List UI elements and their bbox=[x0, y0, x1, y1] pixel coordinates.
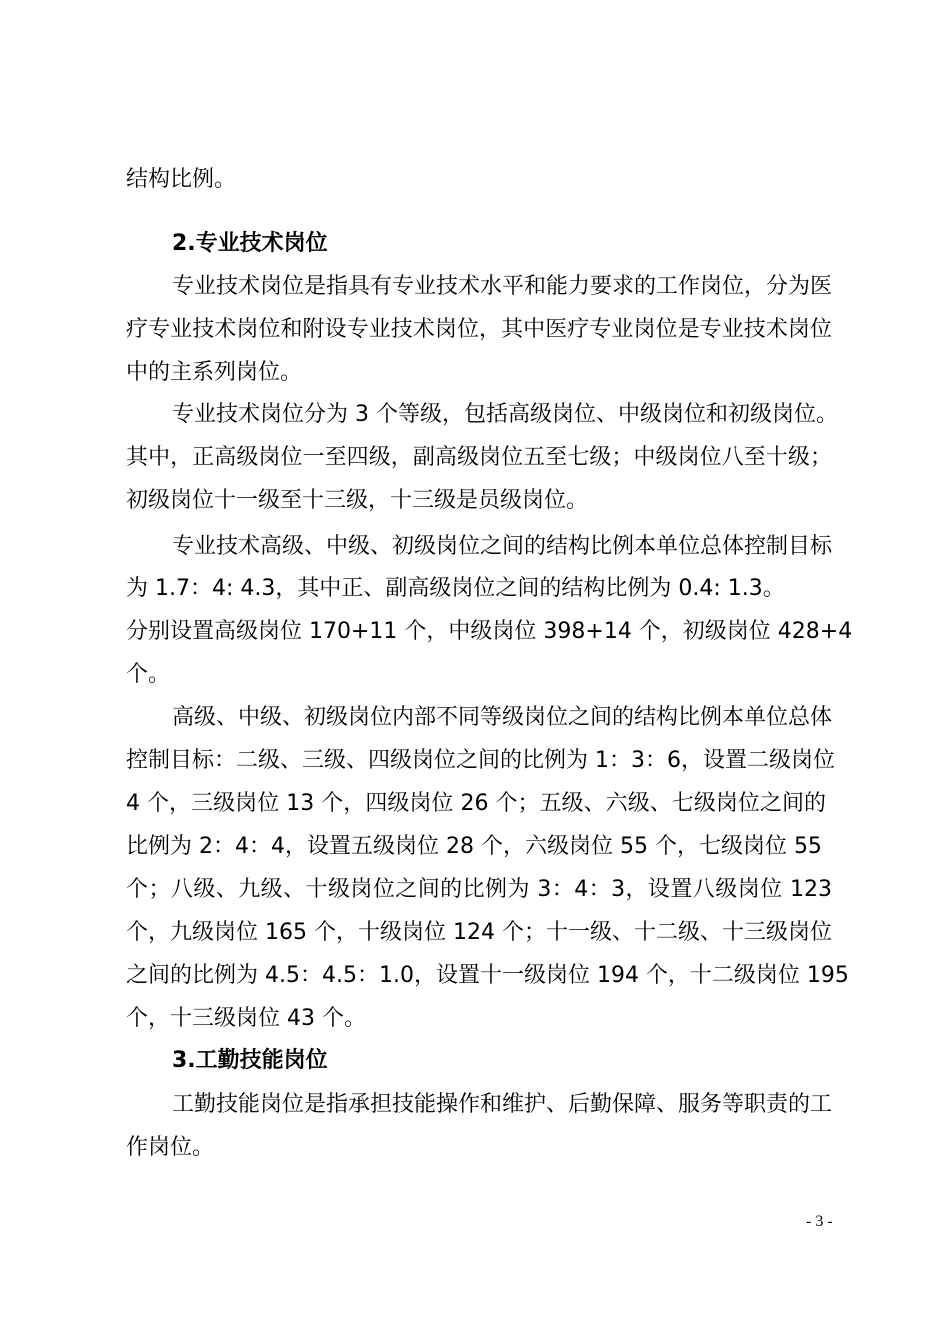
paragraph-line: 高级、中级、初级岗位内部不同等级岗位之间的结构比例本单位总体 bbox=[172, 705, 833, 730]
paragraph-line: 4 个，三级岗位 13 个，四级岗位 26 个；五级、六级、七级岗位之间的 bbox=[126, 791, 826, 816]
continuation-text: 结构比例。 bbox=[126, 167, 237, 192]
paragraph-line: 疗专业技术岗位和附设专业技术岗位，其中医疗专业岗位是专业技术岗位 bbox=[126, 317, 832, 342]
paragraph-line: 控制目标：二级、三级、四级岗位之间的比例为 1：3：6，设置二级岗位 bbox=[126, 748, 835, 773]
section-heading-service-skill-posts: 3.工勤技能岗位 bbox=[172, 1048, 328, 1073]
paragraph-line: 初级岗位十一级至十三级，十三级是员级岗位。 bbox=[126, 488, 589, 513]
paragraph-line: 作岗位。 bbox=[126, 1135, 215, 1160]
paragraph-line: 为 1.7：4: 4.3，其中正、副高级岗位之间的结构比例为 0.4: 1.3。 bbox=[126, 576, 785, 601]
paragraph-line: 个，九级岗位 165 个，十级岗位 124 个；十一级、十二级、十三级岗位 bbox=[126, 920, 832, 945]
paragraph-line: 个。 bbox=[126, 662, 171, 687]
paragraph-line: 比例为 2：4：4，设置五级岗位 28 个，六级岗位 55 个，七级岗位 55 bbox=[126, 834, 822, 859]
paragraph-line: 工勤技能岗位是指承担技能操作和维护、后勤保障、服务等职责的工 bbox=[172, 1092, 833, 1117]
paragraph-line: 个，十三级岗位 43 个。 bbox=[126, 1006, 366, 1031]
paragraph-line: 专业技术高级、中级、初级岗位之间的结构比例本单位总体控制目标 bbox=[172, 534, 833, 559]
paragraph-line: 之间的比例为 4.5：4.5：1.0，设置十一级岗位 194 个，十二级岗位 195 bbox=[126, 963, 849, 988]
section-heading-professional-technical-posts: 2.专业技术岗位 bbox=[172, 231, 328, 256]
paragraph-line: 分别设置高级岗位 170+11 个，中级岗位 398+14 个，初级岗位 428+4 bbox=[126, 619, 853, 644]
paragraph-line: 中的主系列岗位。 bbox=[126, 360, 303, 385]
paragraph-line: 专业技术岗位是指具有专业技术水平和能力要求的工作岗位，分为医 bbox=[172, 274, 833, 299]
paragraph-line: 专业技术岗位分为 3 个等级，包括高级岗位、中级岗位和初级岗位。 bbox=[172, 402, 838, 427]
page-number: - 3 - bbox=[806, 1213, 833, 1230]
paragraph-line: 个；八级、九级、十级岗位之间的比例为 3：4：3，设置八级岗位 123 bbox=[126, 877, 832, 902]
paragraph-line: 其中，正高级岗位一至四级，副高级岗位五至七级；中级岗位八至十级； bbox=[126, 445, 832, 470]
